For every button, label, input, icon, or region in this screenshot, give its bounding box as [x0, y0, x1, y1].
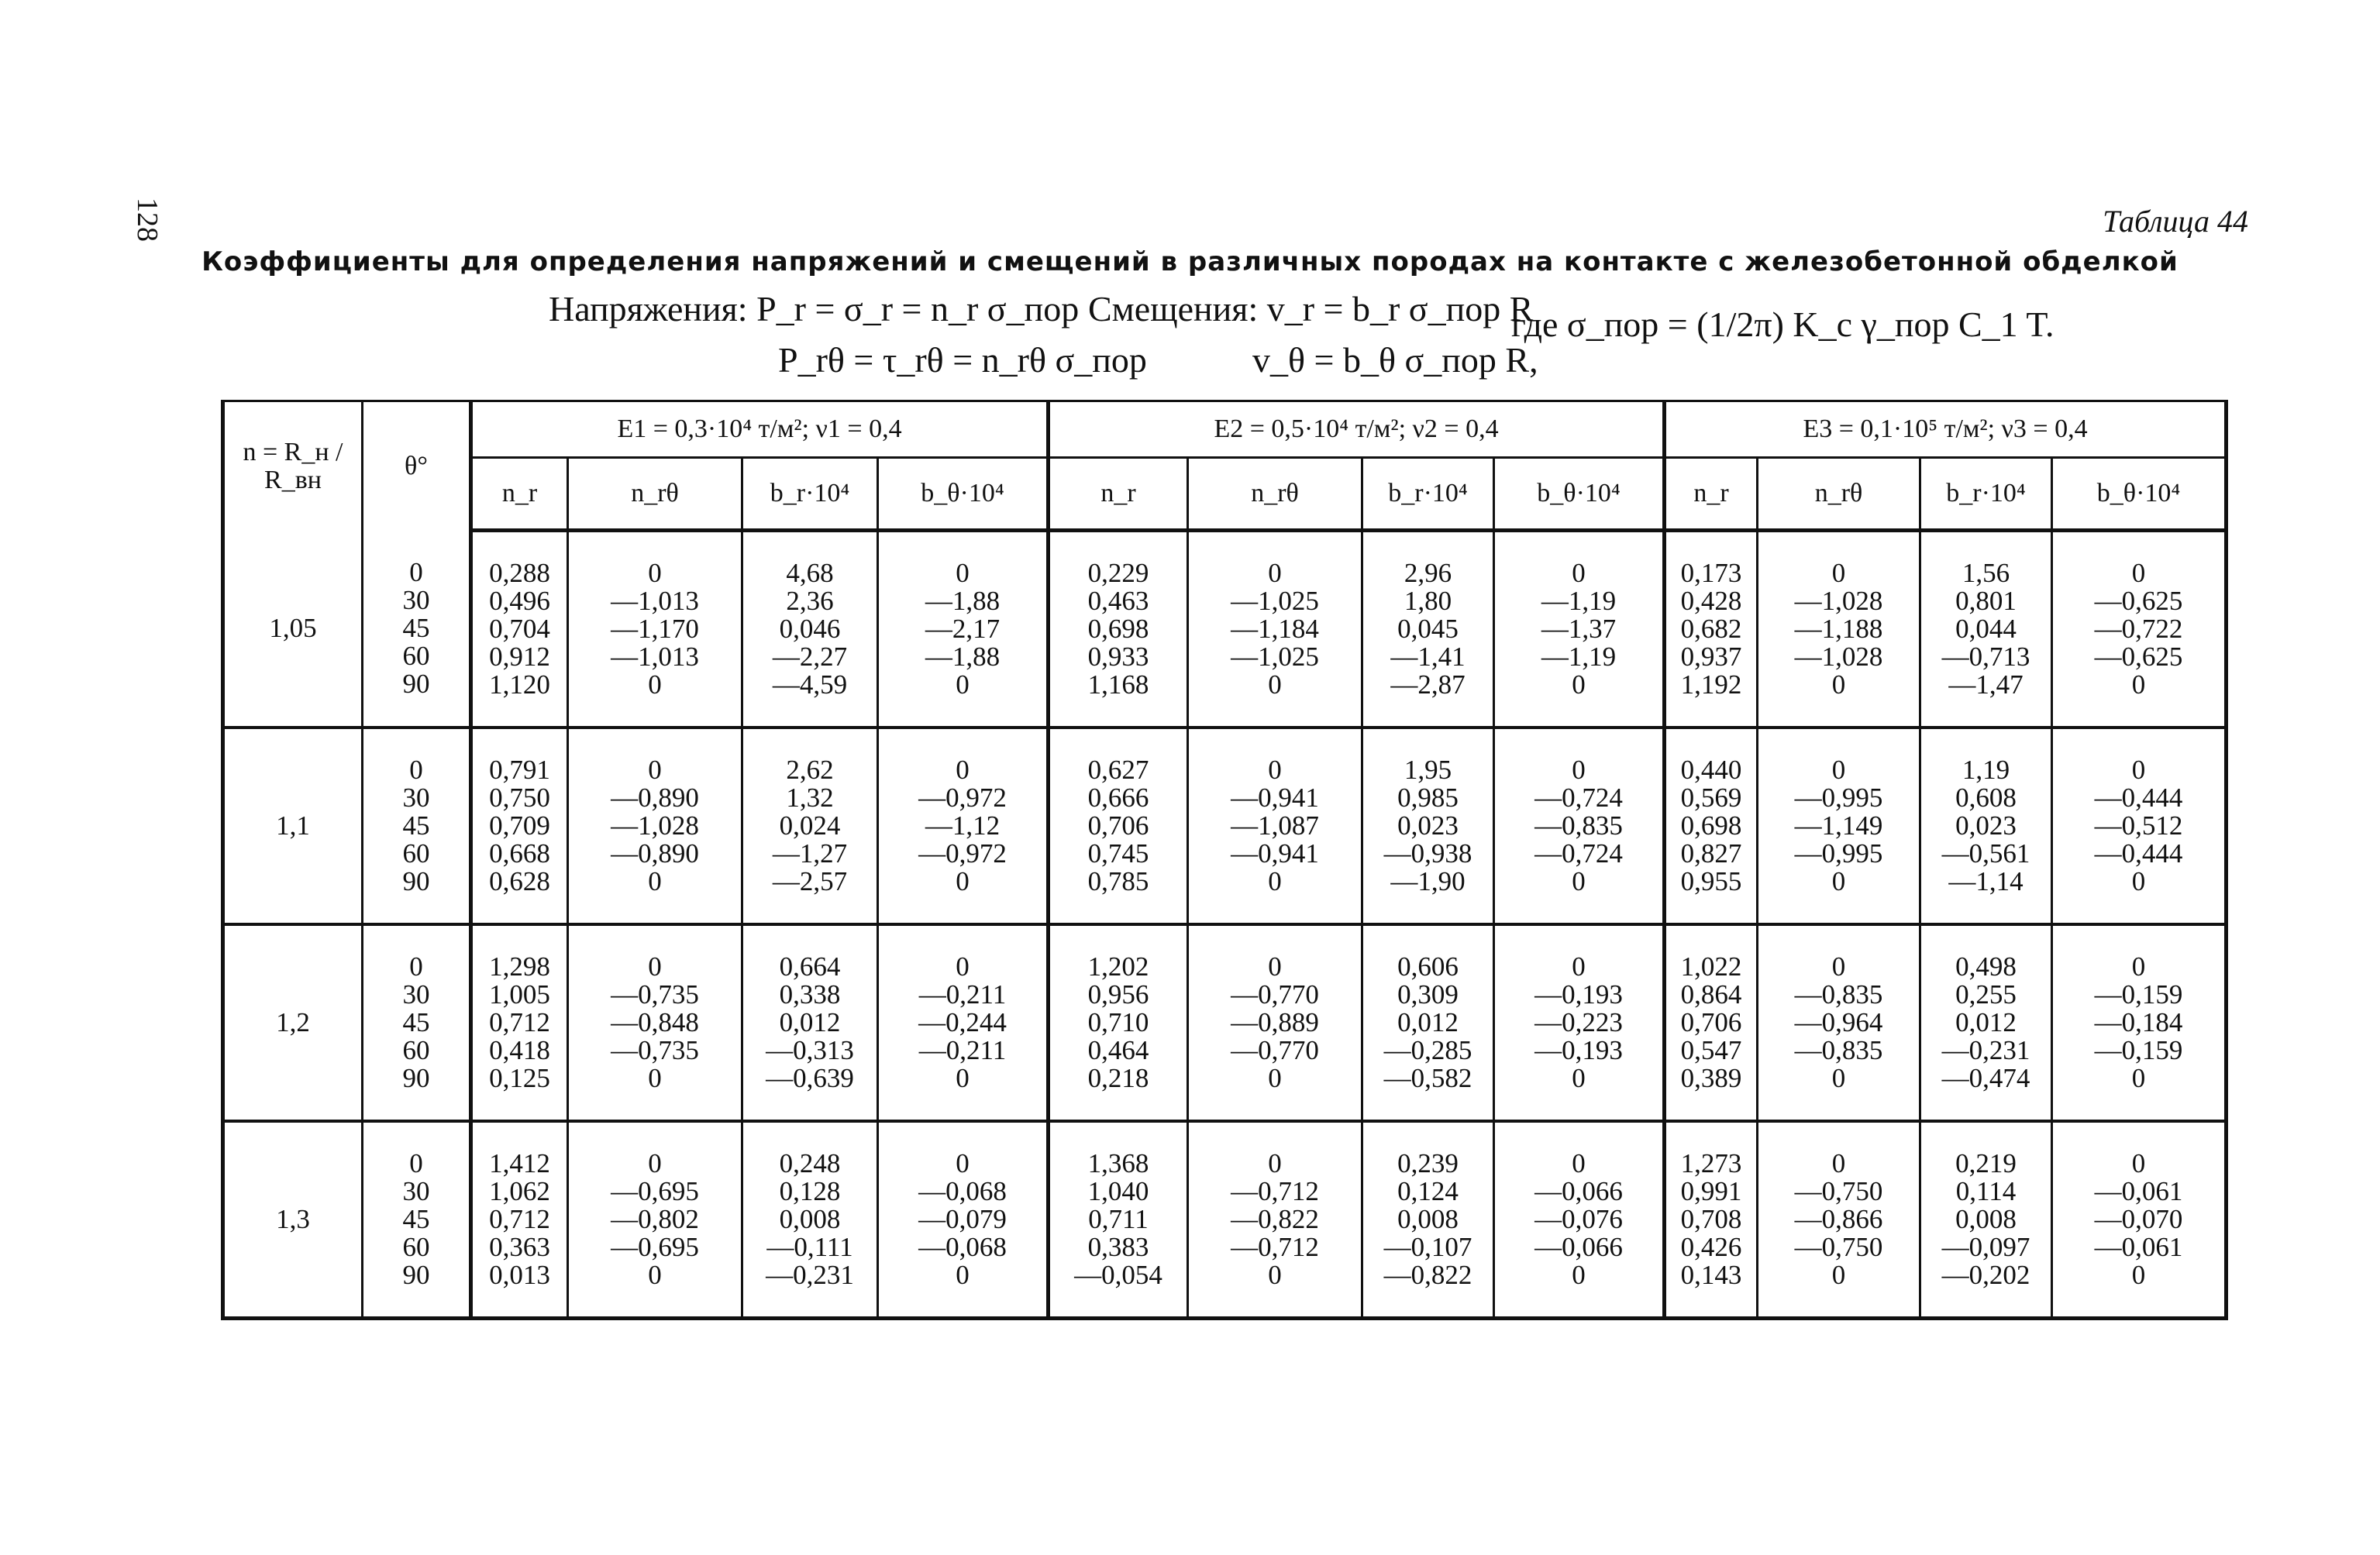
- displacement-formula-2: v_θ = b_θ σ_пор R,: [1252, 340, 1538, 380]
- cell-nr-e3: 1,022 0,864 0,706 0,547 0,389: [1665, 924, 1758, 1121]
- cell-btheta-e2: 0 —0,066 —0,076 —0,066 0: [1494, 1121, 1665, 1319]
- header-nr-2: n_r: [1049, 458, 1188, 531]
- cell-nr-e3: 0,440 0,569 0,698 0,827 0,955: [1665, 728, 1758, 924]
- cell-br-e1: 4,68 2,36 0,046 —2,27 —4,59: [742, 531, 878, 728]
- table-label: Таблица 44: [2103, 204, 2248, 239]
- cell-nrtheta-e1: 0 —1,013 —1,170 —1,013 0: [568, 531, 742, 728]
- header-nrtheta-3: n_rθ: [1758, 458, 1920, 531]
- header-n-ratio: n = R_н / R_вн: [223, 401, 363, 531]
- row-n-value: 1,2: [223, 924, 363, 1121]
- displacement-formula-1-text: v_r = b_r σ_пор R: [1266, 289, 1534, 329]
- cell-br-e3: 1,56 0,801 0,044 —0,713 —1,47: [1920, 531, 2052, 728]
- cell-btheta-e2: 0 —0,193 —0,223 —0,193 0: [1494, 924, 1665, 1121]
- cell-nrtheta-e2: 0 —0,770 —0,889 —0,770 0: [1188, 924, 1362, 1121]
- cell-btheta-e2: 0 —0,724 —0,835 —0,724 0: [1494, 728, 1665, 924]
- cell-btheta-e1: 0 —0,211 —0,244 —0,211 0: [878, 924, 1049, 1121]
- cell-nr-e1: 1,298 1,005 0,712 0,418 0,125: [471, 924, 568, 1121]
- cell-btheta-e3: 0 —0,625 —0,722 —0,625 0: [2052, 531, 2227, 728]
- header-nr-1: n_r: [471, 458, 568, 531]
- stress-formula-1: [549, 288, 1079, 329]
- cell-nrtheta-e3: 0 —0,750 —0,866 —0,750 0: [1758, 1121, 1920, 1319]
- header-nr-3: n_r: [1665, 458, 1758, 531]
- stress-label: Напряжения:: [549, 289, 748, 329]
- row-theta-values: 0 30 45 60 90: [363, 924, 471, 1121]
- header-btheta-3: b_θ·10⁴: [2052, 458, 2227, 531]
- table-row-group: [223, 531, 2227, 728]
- stress-formula-2: P_rθ = τ_rθ = n_rθ σ_пор: [778, 340, 1147, 380]
- header-group-e3: E3 = 0,1·10⁵ т/м²; ν3 = 0,4: [1665, 401, 2227, 458]
- cell-br-e3: 0,219 0,114 0,008 —0,097 —0,202: [1920, 1121, 2052, 1319]
- row-theta-values: 0 30 45 60 90: [363, 1121, 471, 1319]
- cell-nrtheta-e1: 0 —0,695 —0,802 —0,695 0: [568, 1121, 742, 1319]
- cell-nr-e1: 1,412 1,062 0,712 0,363 0,013: [471, 1121, 568, 1319]
- cell-nr-e2: 0,229 0,463 0,698 0,933 1,168: [1049, 531, 1188, 728]
- sigma-definition-formula: где σ_пор = (1/2π) K_c γ_пор C_1 T.: [1511, 304, 2055, 344]
- row-n-value: 1,05: [223, 531, 363, 728]
- cell-nr-e2: 1,368 1,040 0,711 0,383 —0,054: [1049, 1121, 1188, 1319]
- header-btheta-1: b_θ·10⁴: [878, 458, 1049, 531]
- header-group-e2: E2 = 0,5·10⁴ т/м²; ν2 = 0,4: [1049, 401, 1665, 458]
- cell-br-e3: 1,19 0,608 0,023 —0,561 —1,14: [1920, 728, 2052, 924]
- cell-btheta-e1: 0 —1,88 —2,17 —1,88 0: [878, 531, 1049, 728]
- row-theta-values: 0 30 45 60 90: [363, 531, 471, 728]
- cell-nr-e1: 0,288 0,496 0,704 0,912 1,120: [471, 531, 568, 728]
- cell-nrtheta-e3: 0 —1,028 —1,188 —1,028 0: [1758, 531, 1920, 728]
- cell-nr-e2: 1,202 0,956 0,710 0,464 0,218: [1049, 924, 1188, 1121]
- header-nrtheta-1: n_rθ: [568, 458, 742, 531]
- page-number: 128: [131, 198, 164, 242]
- cell-btheta-e1: 0 —0,068 —0,079 —0,068 0: [878, 1121, 1049, 1319]
- cell-br-e3: 0,498 0,255 0,012 —0,231 —0,474: [1920, 924, 2052, 1121]
- cell-btheta-e3: 0 —0,159 —0,184 —0,159 0: [2052, 924, 2227, 1121]
- cell-nrtheta-e3: 0 —0,995 —1,149 —0,995 0: [1758, 728, 1920, 924]
- table-row-group: [223, 924, 2227, 1121]
- header-br-2: b_r·10⁴: [1362, 458, 1494, 531]
- row-n-value: 1,3: [223, 1121, 363, 1319]
- cell-nrtheta-e2: 0 —0,712 —0,822 —0,712 0: [1188, 1121, 1362, 1319]
- table-row-group: [223, 728, 2227, 924]
- header-group-e1: E1 = 0,3·10⁴ т/м²; ν1 = 0,4: [471, 401, 1049, 458]
- header-btheta-2: b_θ·10⁴: [1494, 458, 1665, 531]
- table-title: Коэффициенты для определения напряжений и смещений в различных породах на контакте с железобетонной обделкой: [201, 246, 2179, 277]
- cell-nr-e3: 1,273 0,991 0,708 0,426 0,143: [1665, 1121, 1758, 1319]
- cell-btheta-e2: 0 —1,19 —1,37 —1,19 0: [1494, 531, 1665, 728]
- cell-nr-e1: 0,791 0,750 0,709 0,668 0,628: [471, 728, 568, 924]
- cell-br-e1: 0,664 0,338 0,012 —0,313 —0,639: [742, 924, 878, 1121]
- cell-btheta-e1: 0 —0,972 —1,12 —0,972 0: [878, 728, 1049, 924]
- header-br-1: b_r·10⁴: [742, 458, 878, 531]
- cell-br-e1: 2,62 1,32 0,024 —1,27 —2,57: [742, 728, 878, 924]
- cell-br-e2: 0,606 0,309 0,012 —0,285 —0,582: [1362, 924, 1494, 1121]
- table-row-group: [223, 1121, 2227, 1319]
- cell-br-e2: 0,239 0,124 0,008 —0,107 —0,822: [1362, 1121, 1494, 1319]
- cell-br-e2: 2,96 1,80 0,045 —1,41 —2,87: [1362, 531, 1494, 728]
- row-n-value: 1,1: [223, 728, 363, 924]
- cell-btheta-e3: 0 —0,061 —0,070 —0,061 0: [2052, 1121, 2227, 1319]
- header-theta: θ°: [363, 401, 471, 531]
- coefficients-table: [221, 400, 2228, 1320]
- cell-br-e2: 1,95 0,985 0,023 —0,938 —1,90: [1362, 728, 1494, 924]
- row-theta-values: 0 30 45 60 90: [363, 728, 471, 924]
- cell-nr-e2: 0,627 0,666 0,706 0,745 0,785: [1049, 728, 1188, 924]
- header-br-3: b_r·10⁴: [1920, 458, 2052, 531]
- cell-br-e1: 0,248 0,128 0,008 —0,111 —0,231: [742, 1121, 878, 1319]
- cell-nr-e3: 0,173 0,428 0,682 0,937 1,192: [1665, 531, 1758, 728]
- cell-btheta-e3: 0 —0,444 —0,512 —0,444 0: [2052, 728, 2227, 924]
- stress-formula-1-text: P_r = σ_r = n_r σ_пор: [756, 289, 1080, 329]
- cell-nrtheta-e2: 0 —0,941 —1,087 —0,941 0: [1188, 728, 1362, 924]
- cell-nrtheta-e3: 0 —0,835 —0,964 —0,835 0: [1758, 924, 1920, 1121]
- displacement-formula-1: [1088, 288, 1533, 329]
- displacement-label: Смещения:: [1088, 289, 1259, 329]
- header-nrtheta-2: n_rθ: [1188, 458, 1362, 531]
- cell-nrtheta-e2: 0 —1,025 —1,184 —1,025 0: [1188, 531, 1362, 728]
- cell-nrtheta-e1: 0 —0,735 —0,848 —0,735 0: [568, 924, 742, 1121]
- cell-nrtheta-e1: 0 —0,890 —1,028 —0,890 0: [568, 728, 742, 924]
